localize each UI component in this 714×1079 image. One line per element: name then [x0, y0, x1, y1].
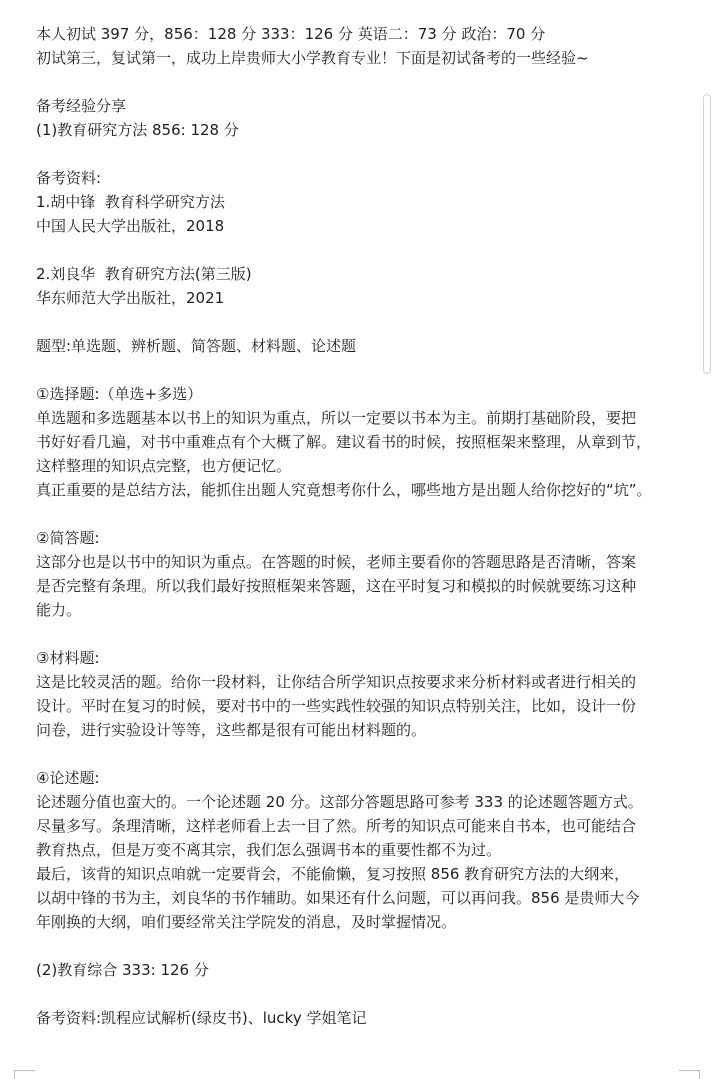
vertical-scrollbar[interactable] [700, 0, 714, 1079]
text-line: 书好好看几遍，对书中重难点有个大概了解。建议看书的时候，按照框架来整理，从章到节， [36, 433, 652, 451]
text-line: 中国人民大学出版社，2018 [36, 217, 225, 235]
blank-line [36, 238, 692, 262]
text-line: 最后，该背的知识点咱就一定要背会，不能偷懒，复习按照 856 教育研究方法的大纲来， [36, 865, 630, 883]
text-line: 这样整理的知识点完整，也方便记忆。 [36, 457, 292, 475]
text-line: ④论述题: [36, 769, 100, 787]
text-line: (1)教育研究方法 856: 128 分 [36, 121, 239, 139]
blank-line [36, 982, 692, 1006]
text-line: 问卷，进行实验设计等等，这些都是很有可能出材料题的。 [36, 721, 427, 739]
document-body [36, 22, 692, 1030]
blank-line [36, 622, 692, 646]
text-line: 年刚换的大纲，咱们要经常关注学院发的消息，及时掌握情况。 [36, 913, 457, 931]
text-line: ①选择题:（单选+多选） [36, 385, 203, 403]
blank-line [36, 934, 692, 958]
page-corner-mark-left [14, 1070, 35, 1079]
scrollbar-thumb[interactable] [703, 94, 711, 374]
text-line: 单选题和多选题基本以书上的知识为重点，所以一定要以书本为主。前期打基础阶段，要把 [36, 409, 637, 427]
text-line: 教育热点，但是万变不离其宗，我们怎么强调书本的重要性都不为过。 [36, 841, 502, 859]
text-line: 本人初试 397 分，856：128 分 333：126 分 英语二：73 分 政治：70 分 [36, 25, 546, 43]
text-line: 2.刘良华 教育研究方法(第三版) [36, 265, 252, 283]
text-line: ②简答题: [36, 529, 100, 547]
text-line: 是否完整有条理。所以我们最好按照框架来答题，这在平时复习和模拟的时候就要练习这种 [36, 577, 637, 595]
text-line: (2)教育综合 333: 126 分 [36, 961, 209, 979]
text-line: 尽量多写。条理清晰，这样老师看上去一目了然。所考的知识点可能来自书本，也可能结合 [36, 817, 637, 835]
text-line: 以胡中锋的书为主，刘良华的书作辅助。如果还有什么问题，可以再问我。856 是贵师大今 [36, 889, 640, 907]
text-line: 这部分也是以书中的知识为重点。在答题的时候，老师主要看你的答题思路是否清晰，答案 [36, 553, 637, 571]
text-line: 能力。 [36, 601, 82, 619]
blank-line [36, 742, 692, 766]
blank-line [36, 310, 692, 334]
blank-line [36, 502, 692, 526]
text-line: 这是比较灵活的题。给你一段材料，让你结合所学知识点按要求来分析材料或者进行相关的 [36, 673, 637, 691]
text-line: 设计。平时在复习的时候，要对书中的一些实践性较强的知识点特别关注，比如，设计一份 [36, 697, 637, 715]
text-line: ③材料题: [36, 649, 100, 667]
text-line: 初试第三，复试第一，成功上岸贵师大小学教育专业！下面是初试备考的一些经验~ [36, 49, 589, 67]
text-line: 题型:单选题、辨析题、简答题、材料题、论述题 [36, 337, 357, 355]
text-line: 备考经验分享 [36, 97, 127, 115]
blank-line [36, 358, 692, 382]
blank-line [36, 70, 692, 94]
text-line: 真正重要的是总结方法，能抓住出题人究竟想考你什么，哪些地方是出题人给你挖好的“坑”。 [36, 481, 652, 499]
text-line: 备考资料:凯程应试解析(绿皮书)、lucky 学姐笔记 [36, 1009, 367, 1027]
text-line: 备考资料: [36, 169, 102, 187]
page-corner-mark-right [679, 1070, 700, 1079]
text-line: 华东师范大学出版社，2021 [36, 289, 225, 307]
text-line: 论述题分值也蛮大的。一个论述题 20 分。这部分答题思路可参考 333 的论述题答题方式。 [36, 793, 643, 811]
blank-line [36, 142, 692, 166]
text-line: 1.胡中锋 教育科学研究方法 [36, 193, 225, 211]
